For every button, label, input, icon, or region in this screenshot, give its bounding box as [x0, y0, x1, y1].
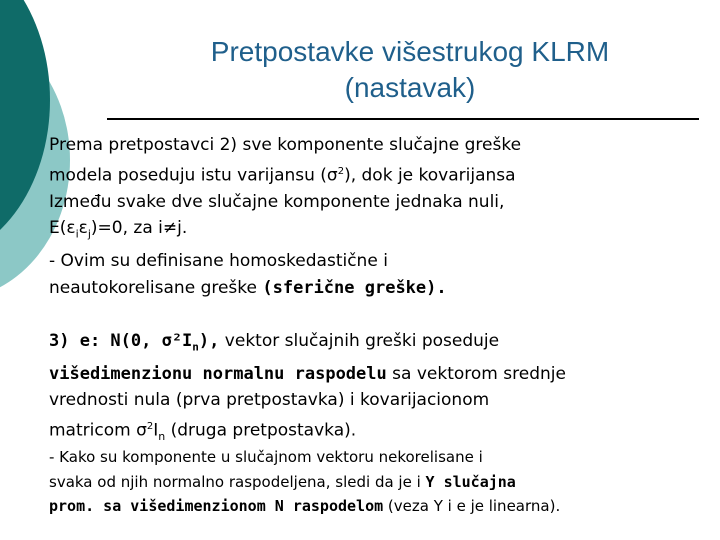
- p1-line3: Između svake dve slučajne komponente jednaka nuli,: [49, 191, 505, 212]
- paragraph-conclusion: [49, 445, 560, 519]
- p1-line1: Prema pretpostavci 2) sve komponente slučajne greške: [49, 135, 522, 155]
- p1-line4: $E(\varepsilon_i\varepsilon_j)=0$, za i≠j.: [49, 218, 188, 241]
- slide-title: Pretpostavke višestrukog KLRM: [210, 36, 610, 67]
- slide-subtitle: (nastavak): [344, 72, 476, 103]
- paragraph-assumption-3: [49, 328, 566, 450]
- p3-line3: prom. sa višedimenzionom N raspodelom (veza Y i e je linearna).: [49, 497, 561, 515]
- p1-line5: - Ovim su definisane homoskedastične i: [49, 251, 388, 272]
- p2-line4: matricom $\sigma^2I_n$ (druga pretpostavka).: [49, 420, 357, 443]
- title-divider: [107, 118, 699, 120]
- p1-line6: neautokorelisane greške (sferične greške).: [49, 277, 447, 298]
- p3-line2: svaka od njih normalno raspodeljena, sledi da je i Y slučajna: [49, 472, 516, 491]
- p2-line2: višedimenzionu normalnu raspodelu sa vektorom srednje: [49, 363, 566, 384]
- p2-line3: vrednosti nula (prva pretpostavka) i kovarijacionom: [49, 390, 490, 411]
- p3-line1: - Kako su komponente u slučajnom vektoru nekorelisane i: [49, 448, 483, 466]
- paragraph-assumption-2: [49, 132, 521, 301]
- p1-line2: modela poseduju istu varijansu $(\sigma^2)$, dok je kovarijansa: [49, 165, 516, 186]
- p2-line1: 3) e: N(0, $\sigma^2I_n$), vektor slučajnih greški poseduje: [49, 331, 500, 354]
